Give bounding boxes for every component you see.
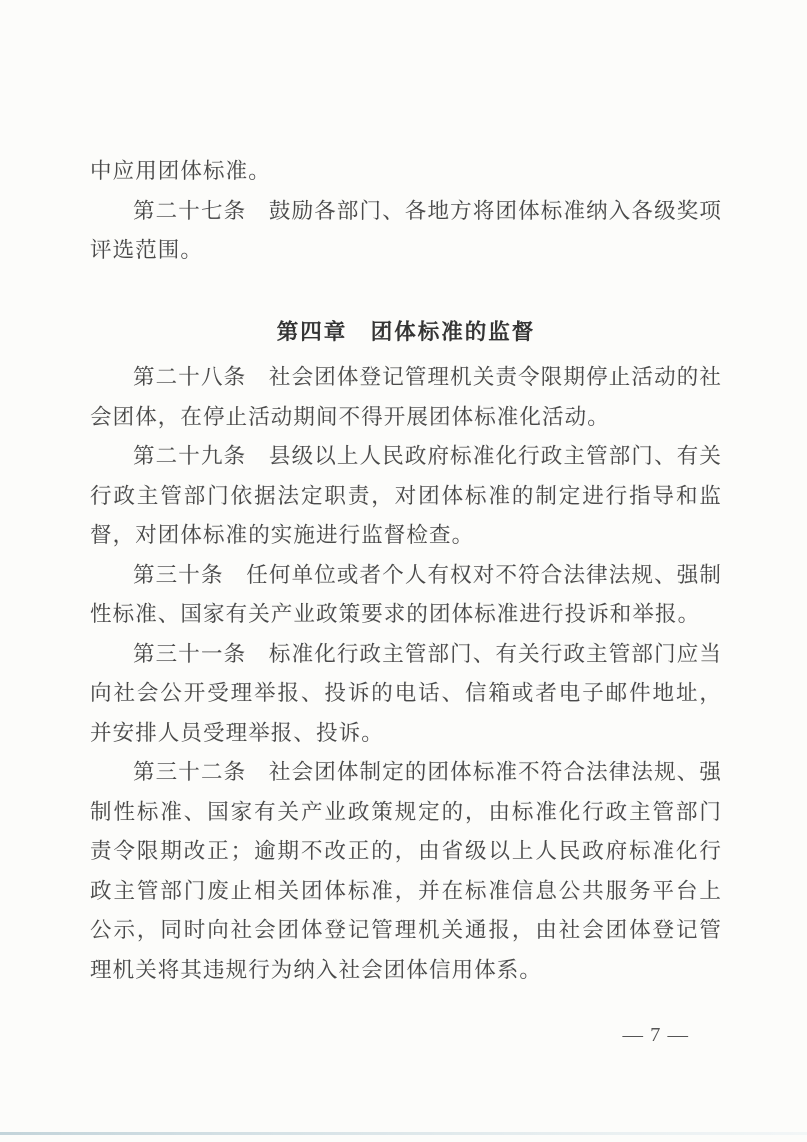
paragraph-article-30: 第三十条 任何单位或者个人有权对不符合法律法规、强制性标准、国家有关产业政策要求的团体标准进行投诉和举报。	[90, 562, 722, 626]
paragraph-article-28: 第二十八条 社会团体登记管理机关责令限期停止活动的社会团体，在停止活动期间不得开展团体标准化活动。	[90, 365, 722, 429]
scan-edge-line	[0, 1132, 807, 1135]
page-number: — 7 —	[622, 1024, 689, 1046]
document-body	[90, 152, 722, 1047]
paragraph-continuation: 中应用团体标准。	[90, 159, 271, 183]
chapter-heading: 第四章 团体标准的监督	[276, 319, 536, 344]
paragraph-article-29: 第二十九条 县级以上人民政府标准化行政主管部门、有关行政主管部门依据法定职责，对团体标准的制定进行指导和监督，对团体标准的实施进行监督检查。	[90, 444, 722, 547]
paragraph-article-31: 第三十一条 标准化行政主管部门、有关行政主管部门应当向社会公开受理举报、投诉的电话、信箱或者电子邮件地址，并安排人员受理举报、投诉。	[90, 641, 722, 745]
paragraph-article-32: 第三十二条 社会团体制定的团体标准不符合法律法规、强制性标准、国家有关产业政策规定的，由标准化行政主管部门责令限期改正；逾期不改正的，由省级以上人民政府标准化行政主管部门废止相关团体标准，并在标准信息公共服务平台上公示，同时向社会团体登记管理机关通报，由社会团体登记管理机关将其违规行为纳入社会团体信用体系。	[90, 760, 722, 982]
paragraph-article-27: 第二十七条 鼓励各部门、各地方将团体标准纳入各级奖项评选范围。	[90, 198, 722, 262]
